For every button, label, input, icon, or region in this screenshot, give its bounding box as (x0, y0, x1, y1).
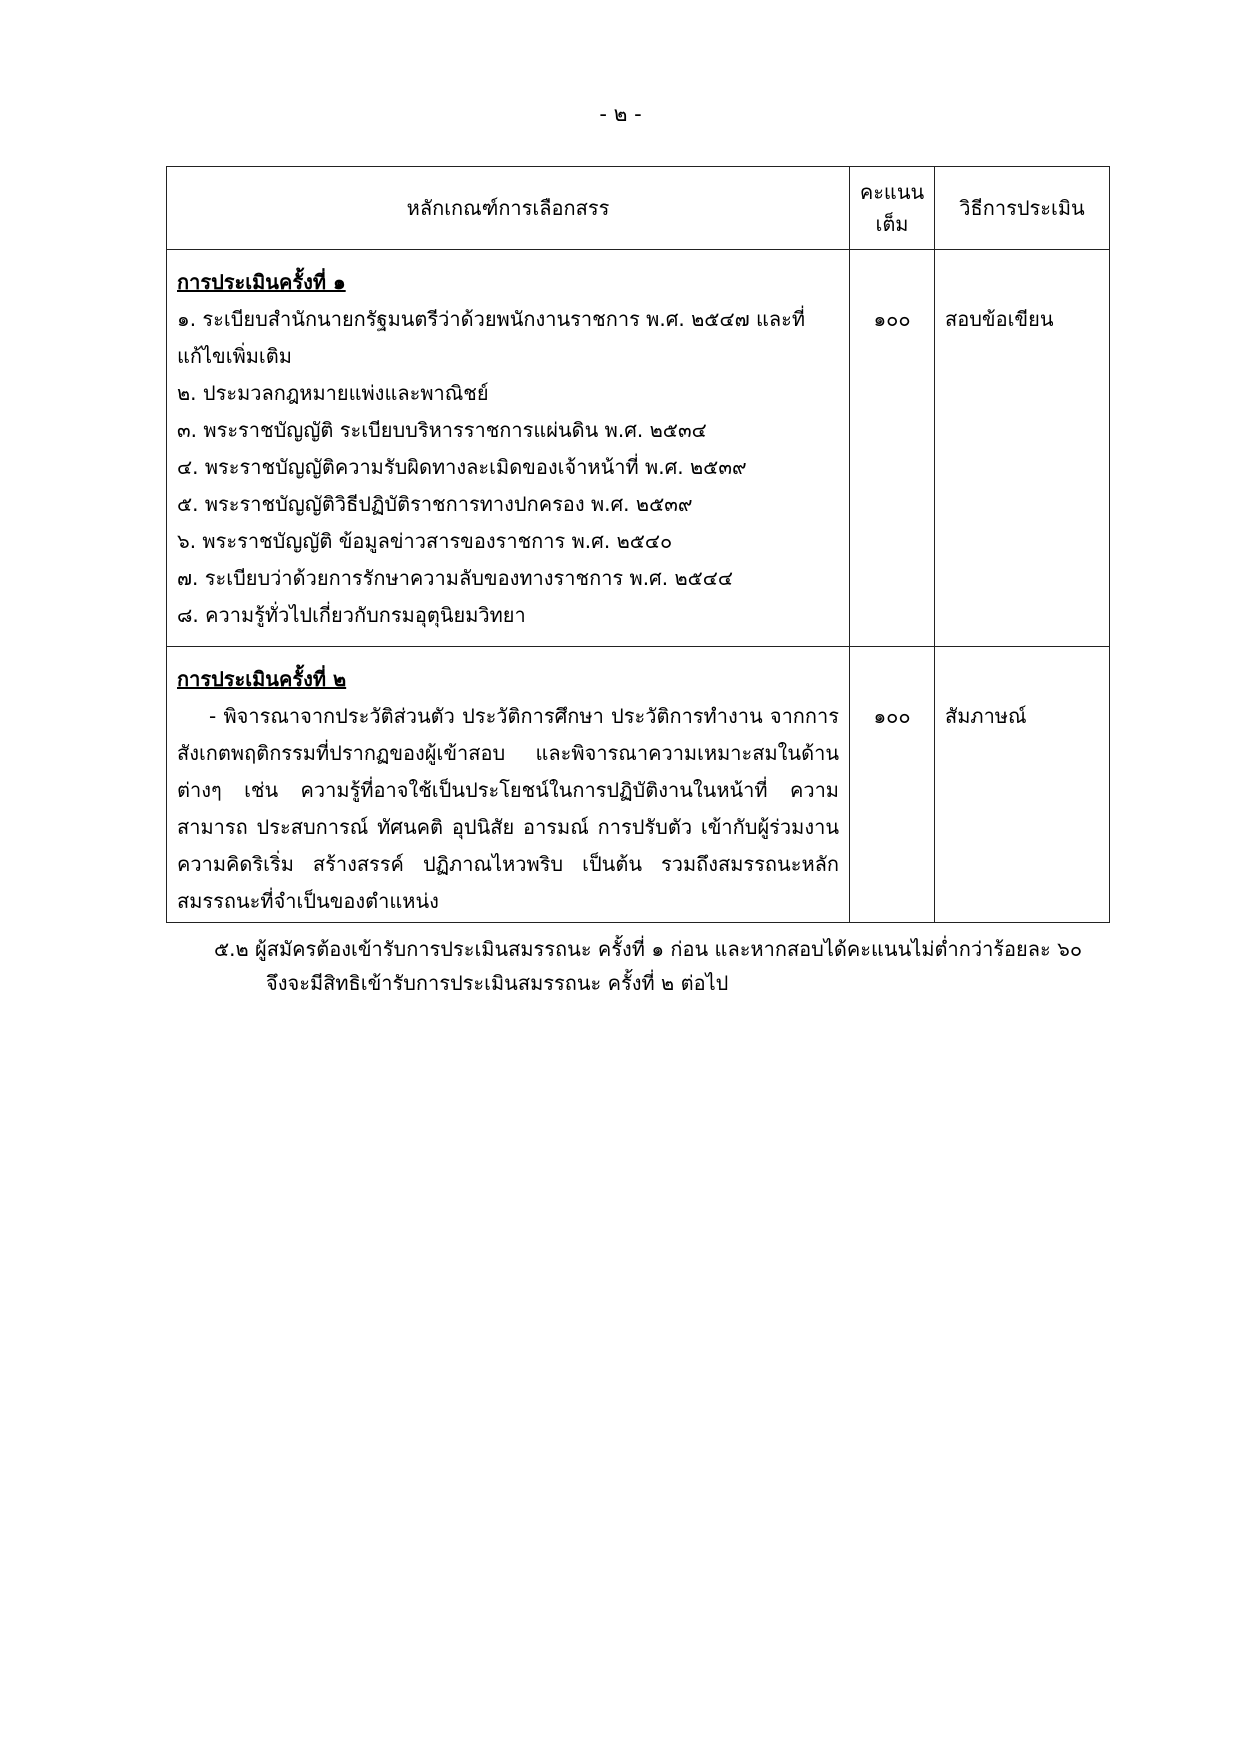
note-line-2: จึงจะมีสิทธิเข้ารับการประเมินสมรรถนะ ครั้งที่ ๒ ต่อไป (266, 971, 729, 995)
round-1-method: สอบข้อเขียน (935, 250, 1110, 647)
header-score-line2: เต็ม (875, 212, 909, 236)
round-2-score: ๑๐๐ (850, 647, 935, 923)
header-full-score (850, 167, 935, 250)
round-1-item-6: ๖. พระราชบัญญัติ ข้อมูลข่าวสารของราชการ พ.ศ. ๒๕๔๐ (177, 529, 673, 553)
table-row-round-2 (167, 647, 1110, 923)
round-1-criteria-cell (167, 250, 850, 647)
header-criteria: หลักเกณฑ์การเลือกสรร (167, 167, 850, 250)
round-1-item-7: ๗. ระเบียบว่าด้วยการรักษาความลับของทางราชการ พ.ศ. ๒๕๔๔ (177, 566, 734, 590)
round-1-item-4: ๔. พระราชบัญญัติความรับผิดทางละเมิดของเจ้าหน้าที่ พ.ศ. ๒๕๓๙ (177, 455, 747, 479)
round-1-heading: การประเมินครั้งที่ ๑ (177, 270, 346, 294)
round-2-description: - พิจารณาจากประวัติส่วนตัว ประวัติการศึกษา ประวัติการทำงาน จากการสังเกตพฤติกรรมที่ปรากฏของผู้เข้าสอบ และพิจารณาความเหมาะสมในด้านต่างๆ เช่น ความรู้ที่อาจใช้เป็นประโยชน์ในการปฏิบัติงานในหน้าที่ ความสามารถ ประสบการณ์ ทัศนคติ อุปนิสัย อารมณ์ การปรับตัว เข้ากับผู้ร่วมงาน ความคิดริเริ่ม สร้างสรรค์ ปฏิภาณไหวพริบ เป็นต้น รวมถึงสมรรถนะหลัก สมรรถนะที่จำเป็นของตำแหน่ง (177, 704, 839, 913)
table-header-row (167, 167, 1110, 250)
page-number: - ๒ - (599, 102, 642, 126)
round-1-item-5: ๕. พระราชบัญญัติวิธีปฏิบัติราชการทางปกครอง พ.ศ. ๒๕๓๙ (177, 492, 693, 516)
header-score-line1: คะแนน (859, 180, 925, 204)
note-line-1: ๕.๒ ผู้สมัครต้องเข้ารับการประเมินสมรรถนะ ครั้งที่ ๑ ก่อน และหากสอบได้คะแนนไม่ต่ำกว่าร้อยละ ๖๐ (214, 937, 1083, 961)
round-2-method: สัมภาษณ์ (935, 647, 1110, 923)
round-2-heading: การประเมินครั้งที่ ๒ (177, 667, 347, 691)
header-method: วิธีการประเมิน (935, 167, 1110, 250)
round-1-item-1: ๑. ระเบียบสำนักนายกรัฐมนตรีว่าด้วยพนักงานราชการ พ.ศ. ๒๕๔๗ และที่แก้ไขเพิ่มเติม (177, 307, 806, 368)
round-1-item-8: ๘. ความรู้ทั่วไปเกี่ยวกับกรมอุตุนิยมวิทยา (177, 603, 526, 627)
competency-note (214, 932, 1114, 1000)
selection-criteria-table (166, 166, 1110, 923)
round-1-score: ๑๐๐ (850, 250, 935, 647)
round-1-item-2: ๒. ประมวลกฎหมายแพ่งและพาณิชย์ (177, 381, 489, 405)
table-row-round-1 (167, 250, 1110, 647)
round-1-item-3: ๓. พระราชบัญญัติ ระเบียบบริหารราชการแผ่นดิน พ.ศ. ๒๕๓๔ (177, 418, 707, 442)
round-2-criteria-cell (167, 647, 850, 923)
